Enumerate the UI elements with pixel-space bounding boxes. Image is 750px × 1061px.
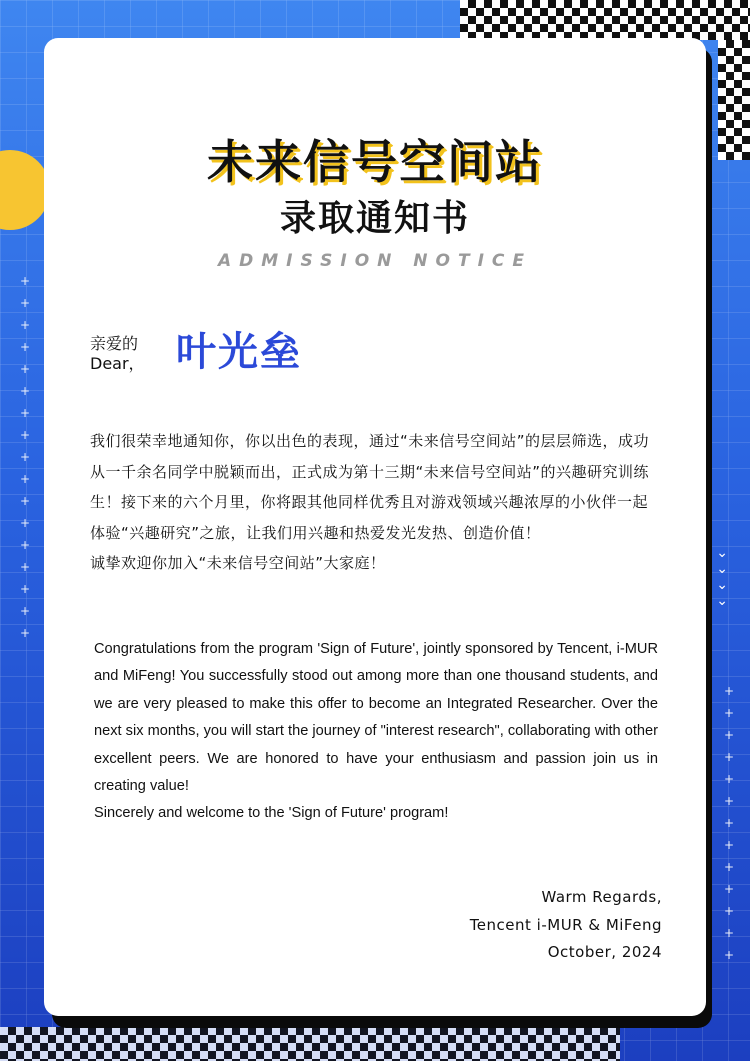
body-en-paragraph-1: Congratulations from the program 'Sign of Future', jointly sponsored by Tencent, i-MUR and MiFeng! You successfully stood out among more than one thousand students, and we are very pleased to make this offer to become an Integrated Researcher. Over the next six months, you will start the journey of "interest research", collaborating with other excellent peers. We are honored to have your enthusiasm and passion join us in creating value! — [94, 641, 658, 795]
page-title: 未来信号空间站 — [207, 135, 543, 189]
plus-pattern-left: + + + + + + + + + + + + + + + + + — [20, 274, 31, 640]
body-chinese — [90, 426, 662, 579]
body-english — [94, 636, 658, 828]
notice-subtitle: 录取通知书 — [279, 198, 470, 239]
plus-pattern-right: + + + + + + + + + + + + + — [723, 684, 734, 962]
checker-pattern-top — [460, 0, 750, 40]
body-cn-paragraph-1: 我们很荣幸地通知你，你以出色的表现，通过“未来信号空间站”的层层筛选，成功从一千余名同学中脱颖而出，正式成为第十三期“未来信号空间站”的兴趣研究训练生！接下来的六个月里，你将跟其他同样优秀且对游戏领域兴趣浓厚的小伙伴一起体验“兴趣研究”之旅，让我们用兴趣和热爱发光发热、创造价值！ — [90, 432, 650, 542]
body-en-paragraph-2: Sincerely and welcome to the 'Sign of Future' program! — [94, 805, 449, 822]
body-cn-paragraph-2: 诚挚欢迎你加入“未来信号空间站”大家庭！ — [90, 554, 386, 572]
greeting-en: Dear， — [90, 354, 145, 373]
signature-line-1: Warm Regards, — [541, 888, 662, 906]
checker-pattern-bottom — [0, 1027, 620, 1061]
checker-pattern-right — [718, 40, 750, 160]
signature-line-3: October, 2024 — [547, 943, 662, 961]
signature — [470, 884, 662, 967]
notice-subtitle-en: ADMISSION NOTICE — [217, 251, 532, 271]
recipient-name: 叶光垒 — [176, 329, 302, 375]
chevron-down-icon: ⌄ ⌄ ⌄ ⌄ — [716, 545, 728, 609]
greeting-cn: 亲爱的 — [90, 334, 139, 353]
signature-line-2: Tencent i-MUR & MiFeng — [469, 915, 662, 934]
notice-card — [44, 38, 706, 1016]
